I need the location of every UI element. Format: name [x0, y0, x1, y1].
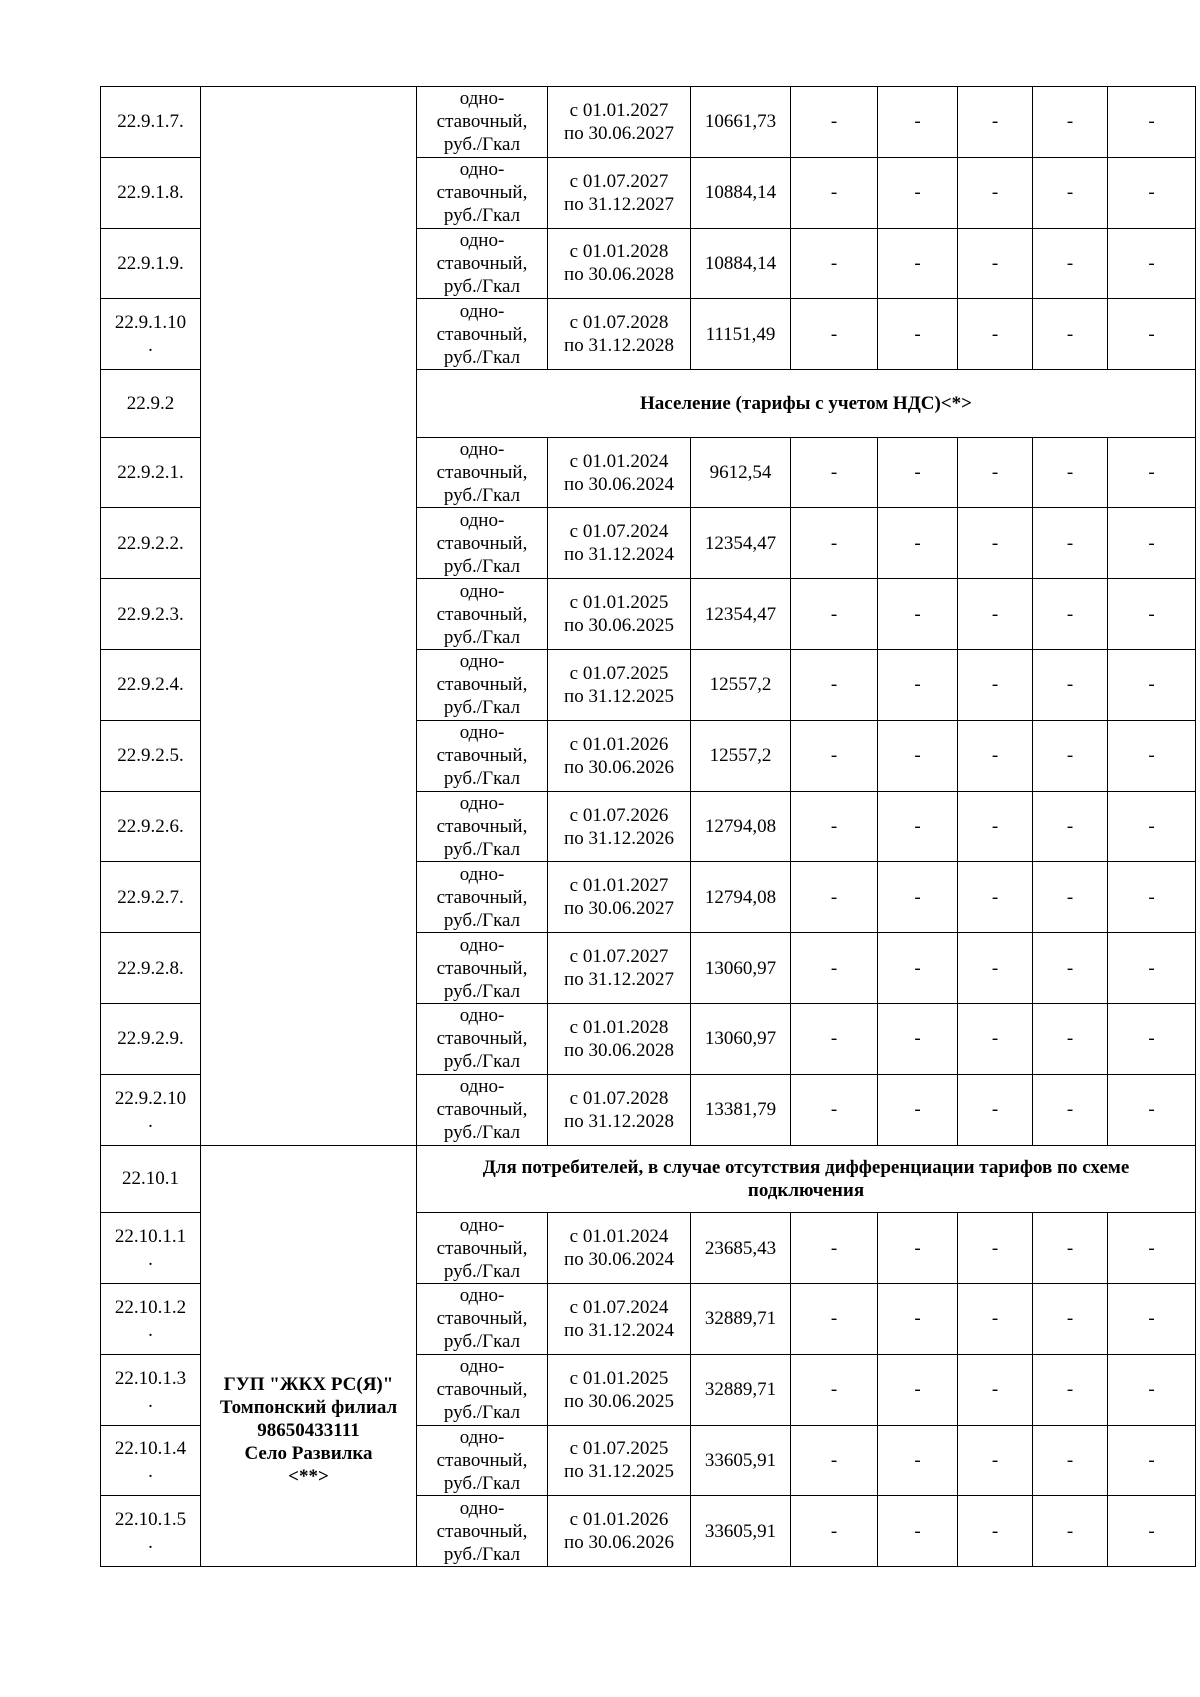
tariff-value-cell: 12557,2: [691, 650, 791, 721]
empty-value-cell: -: [958, 228, 1033, 299]
row-number-cell: 22.9.2.2.: [101, 508, 201, 579]
empty-value-cell: -: [958, 87, 1033, 158]
empty-value-cell: -: [791, 1425, 878, 1496]
empty-value-cell: -: [878, 862, 958, 933]
empty-value-cell: -: [958, 1004, 1033, 1075]
tariff-value-cell: 32889,71: [691, 1283, 791, 1354]
empty-value-cell: -: [958, 933, 1033, 1004]
empty-value-cell: -: [1108, 508, 1196, 579]
period-cell: с 01.07.2027 по 31.12.2027: [548, 157, 691, 228]
tariff-value-cell: 9612,54: [691, 437, 791, 508]
tariff-value-cell: 12794,08: [691, 791, 791, 862]
empty-value-cell: -: [791, 228, 878, 299]
empty-value-cell: -: [1033, 1354, 1108, 1425]
empty-value-cell: -: [1033, 437, 1108, 508]
empty-value-cell: -: [878, 791, 958, 862]
row-number-cell: 22.9.2.6.: [101, 791, 201, 862]
empty-value-cell: -: [1033, 157, 1108, 228]
empty-value-cell: -: [958, 1496, 1033, 1567]
period-cell: с 01.07.2026 по 31.12.2026: [548, 791, 691, 862]
period-cell: с 01.01.2028 по 30.06.2028: [548, 1004, 691, 1075]
tariff-value-cell: 11151,49: [691, 299, 791, 370]
period-cell: с 01.01.2028 по 30.06.2028: [548, 228, 691, 299]
tariff-value-cell: 10884,14: [691, 157, 791, 228]
empty-value-cell: -: [1108, 1004, 1196, 1075]
period-cell: с 01.07.2025 по 31.12.2025: [548, 1425, 691, 1496]
row-number-cell: 22.9.2.3.: [101, 579, 201, 650]
period-cell: с 01.01.2024 по 30.06.2024: [548, 1213, 691, 1284]
empty-value-cell: -: [1108, 1496, 1196, 1567]
empty-value-cell: -: [791, 299, 878, 370]
tariff-kind-cell: одно- ставочный, руб./Гкал: [417, 933, 548, 1004]
row-number-cell: 22.9.2: [101, 370, 201, 438]
period-cell: с 01.01.2025 по 30.06.2025: [548, 1354, 691, 1425]
tariff-kind-cell: одно- ставочный, руб./Гкал: [417, 1213, 548, 1284]
row-number-cell: 22.9.1.9.: [101, 228, 201, 299]
row-number-cell: 22.9.2.8.: [101, 933, 201, 1004]
empty-value-cell: -: [791, 1496, 878, 1567]
tariff-value-cell: 13060,97: [691, 933, 791, 1004]
empty-value-cell: -: [958, 650, 1033, 721]
empty-value-cell: -: [791, 1074, 878, 1145]
tariff-value-cell: 33605,91: [691, 1425, 791, 1496]
empty-value-cell: -: [1108, 862, 1196, 933]
empty-value-cell: -: [791, 1213, 878, 1284]
empty-value-cell: -: [791, 720, 878, 791]
period-cell: с 01.07.2024 по 31.12.2024: [548, 1283, 691, 1354]
tariff-value-cell: 13060,97: [691, 1004, 791, 1075]
empty-value-cell: -: [791, 650, 878, 721]
empty-value-cell: -: [878, 1004, 958, 1075]
row-number-cell: 22.10.1.1 .: [101, 1213, 201, 1284]
period-cell: с 01.01.2025 по 30.06.2025: [548, 579, 691, 650]
row-number-cell: 22.9.2.7.: [101, 862, 201, 933]
empty-value-cell: -: [958, 508, 1033, 579]
tariff-value-cell: 33605,91: [691, 1496, 791, 1567]
empty-value-cell: -: [1108, 1074, 1196, 1145]
empty-value-cell: -: [1033, 933, 1108, 1004]
tariff-kind-cell: одно- ставочный, руб./Гкал: [417, 1283, 548, 1354]
empty-value-cell: -: [878, 1074, 958, 1145]
tariff-kind-cell: одно- ставочный, руб./Гкал: [417, 650, 548, 721]
tariff-kind-cell: одно- ставочный, руб./Гкал: [417, 1496, 548, 1567]
empty-value-cell: -: [958, 1213, 1033, 1284]
tariff-kind-cell: одно- ставочный, руб./Гкал: [417, 157, 548, 228]
empty-value-cell: -: [1108, 157, 1196, 228]
empty-value-cell: -: [958, 1283, 1033, 1354]
tariff-table: [100, 86, 1196, 1567]
empty-value-cell: -: [1033, 862, 1108, 933]
period-cell: с 01.07.2028 по 31.12.2028: [548, 1074, 691, 1145]
empty-value-cell: -: [791, 1354, 878, 1425]
empty-value-cell: -: [1108, 933, 1196, 1004]
empty-value-cell: -: [878, 933, 958, 1004]
row-number-cell: 22.9.2.4.: [101, 650, 201, 721]
empty-value-cell: -: [1033, 228, 1108, 299]
empty-value-cell: -: [1033, 508, 1108, 579]
empty-value-cell: -: [1033, 791, 1108, 862]
period-cell: с 01.01.2026 по 30.06.2026: [548, 720, 691, 791]
empty-value-cell: -: [1108, 299, 1196, 370]
empty-value-cell: -: [1108, 791, 1196, 862]
empty-value-cell: -: [878, 299, 958, 370]
empty-value-cell: -: [1033, 87, 1108, 158]
empty-value-cell: -: [1108, 437, 1196, 508]
tariff-kind-cell: одно- ставочный, руб./Гкал: [417, 1074, 548, 1145]
empty-value-cell: -: [791, 437, 878, 508]
row-number-cell: 22.10.1.5 .: [101, 1496, 201, 1567]
row-number-cell: 22.9.2.10 .: [101, 1074, 201, 1145]
period-cell: с 01.01.2024 по 30.06.2024: [548, 437, 691, 508]
empty-value-cell: -: [791, 791, 878, 862]
empty-value-cell: -: [878, 1354, 958, 1425]
empty-value-cell: -: [1108, 579, 1196, 650]
tariff-kind-cell: одно- ставочный, руб./Гкал: [417, 1425, 548, 1496]
row-number-cell: 22.10.1.4 .: [101, 1425, 201, 1496]
empty-value-cell: -: [791, 1283, 878, 1354]
organization-cell: ГУП "ЖКХ РС(Я)" Томпонский филиал 98650433111 Село Развилка <**>: [201, 1145, 417, 1566]
tariff-kind-cell: одно- ставочный, руб./Гкал: [417, 791, 548, 862]
empty-value-cell: -: [1108, 87, 1196, 158]
empty-value-cell: -: [1033, 579, 1108, 650]
empty-value-cell: -: [878, 437, 958, 508]
period-cell: с 01.01.2027 по 30.06.2027: [548, 862, 691, 933]
empty-value-cell: -: [1108, 228, 1196, 299]
tariff-kind-cell: одно- ставочный, руб./Гкал: [417, 720, 548, 791]
tariff-kind-cell: одно- ставочный, руб./Гкал: [417, 508, 548, 579]
period-cell: с 01.07.2027 по 31.12.2027: [548, 933, 691, 1004]
empty-value-cell: -: [1033, 1496, 1108, 1567]
empty-value-cell: -: [958, 157, 1033, 228]
tariff-kind-cell: одно- ставочный, руб./Гкал: [417, 299, 548, 370]
empty-value-cell: -: [1033, 1074, 1108, 1145]
empty-value-cell: -: [791, 508, 878, 579]
empty-value-cell: -: [1033, 720, 1108, 791]
row-number-cell: 22.9.2.1.: [101, 437, 201, 508]
empty-value-cell: -: [878, 1213, 958, 1284]
empty-value-cell: -: [791, 87, 878, 158]
empty-value-cell: -: [791, 157, 878, 228]
row-number-cell: 22.9.1.7.: [101, 87, 201, 158]
tariff-kind-cell: одно- ставочный, руб./Гкал: [417, 437, 548, 508]
tariff-table-body: [101, 87, 1196, 1567]
empty-value-cell: -: [878, 1496, 958, 1567]
organization-cell-empty: [201, 87, 417, 1146]
empty-value-cell: -: [791, 579, 878, 650]
empty-value-cell: -: [1033, 1425, 1108, 1496]
empty-value-cell: -: [1108, 720, 1196, 791]
empty-value-cell: -: [1108, 1283, 1196, 1354]
period-cell: с 01.07.2024 по 31.12.2024: [548, 508, 691, 579]
tariff-value-cell: 12557,2: [691, 720, 791, 791]
row-number-cell: 22.9.1.10 .: [101, 299, 201, 370]
empty-value-cell: -: [878, 720, 958, 791]
tariff-value-cell: 12794,08: [691, 862, 791, 933]
tariff-kind-cell: одно- ставочный, руб./Гкал: [417, 579, 548, 650]
empty-value-cell: -: [1033, 1004, 1108, 1075]
tariff-value-cell: 12354,47: [691, 579, 791, 650]
row-number-cell: 22.10.1: [101, 1145, 201, 1213]
empty-value-cell: -: [1033, 1213, 1108, 1284]
empty-value-cell: -: [878, 87, 958, 158]
row-number-cell: 22.9.2.9.: [101, 1004, 201, 1075]
empty-value-cell: -: [1108, 1354, 1196, 1425]
period-cell: с 01.01.2026 по 30.06.2026: [548, 1496, 691, 1567]
empty-value-cell: -: [878, 1425, 958, 1496]
empty-value-cell: -: [1033, 299, 1108, 370]
empty-value-cell: -: [958, 1425, 1033, 1496]
empty-value-cell: -: [1108, 1213, 1196, 1284]
tariff-kind-cell: одно- ставочный, руб./Гкал: [417, 1004, 548, 1075]
row-number-cell: 22.9.2.5.: [101, 720, 201, 791]
row-number-cell: 22.9.1.8.: [101, 157, 201, 228]
empty-value-cell: -: [958, 862, 1033, 933]
empty-value-cell: -: [878, 508, 958, 579]
tariff-kind-cell: одно- ставочный, руб./Гкал: [417, 228, 548, 299]
empty-value-cell: -: [1108, 650, 1196, 721]
row-number-cell: 22.10.1.3 .: [101, 1354, 201, 1425]
empty-value-cell: -: [958, 791, 1033, 862]
section-header-row: [101, 1145, 1196, 1213]
empty-value-cell: -: [878, 228, 958, 299]
table-row: [101, 87, 1196, 158]
empty-value-cell: -: [958, 579, 1033, 650]
empty-value-cell: -: [878, 157, 958, 228]
empty-value-cell: -: [878, 650, 958, 721]
tariff-kind-cell: одно- ставочный, руб./Гкал: [417, 1354, 548, 1425]
section-header: Население (тарифы с учетом НДС)<*>: [417, 370, 1196, 438]
tariff-value-cell: 13381,79: [691, 1074, 791, 1145]
empty-value-cell: -: [1033, 650, 1108, 721]
section-header: Для потребителей, в случае отсутствия дифференциации тарифов по схеме подключения: [417, 1145, 1196, 1213]
tariff-value-cell: 32889,71: [691, 1354, 791, 1425]
empty-value-cell: -: [1108, 1425, 1196, 1496]
tariff-value-cell: 10661,73: [691, 87, 791, 158]
row-number-cell: 22.10.1.2 .: [101, 1283, 201, 1354]
period-cell: с 01.07.2028 по 31.12.2028: [548, 299, 691, 370]
period-cell: с 01.01.2027 по 30.06.2027: [548, 87, 691, 158]
empty-value-cell: -: [958, 720, 1033, 791]
empty-value-cell: -: [958, 437, 1033, 508]
empty-value-cell: -: [958, 1074, 1033, 1145]
empty-value-cell: -: [1033, 1283, 1108, 1354]
tariff-value-cell: 12354,47: [691, 508, 791, 579]
empty-value-cell: -: [791, 933, 878, 1004]
tariff-kind-cell: одно- ставочный, руб./Гкал: [417, 87, 548, 158]
empty-value-cell: -: [878, 1283, 958, 1354]
empty-value-cell: -: [958, 1354, 1033, 1425]
tariff-kind-cell: одно- ставочный, руб./Гкал: [417, 862, 548, 933]
empty-value-cell: -: [791, 1004, 878, 1075]
empty-value-cell: -: [958, 299, 1033, 370]
tariff-value-cell: 10884,14: [691, 228, 791, 299]
tariff-value-cell: 23685,43: [691, 1213, 791, 1284]
period-cell: с 01.07.2025 по 31.12.2025: [548, 650, 691, 721]
empty-value-cell: -: [791, 862, 878, 933]
empty-value-cell: -: [878, 579, 958, 650]
